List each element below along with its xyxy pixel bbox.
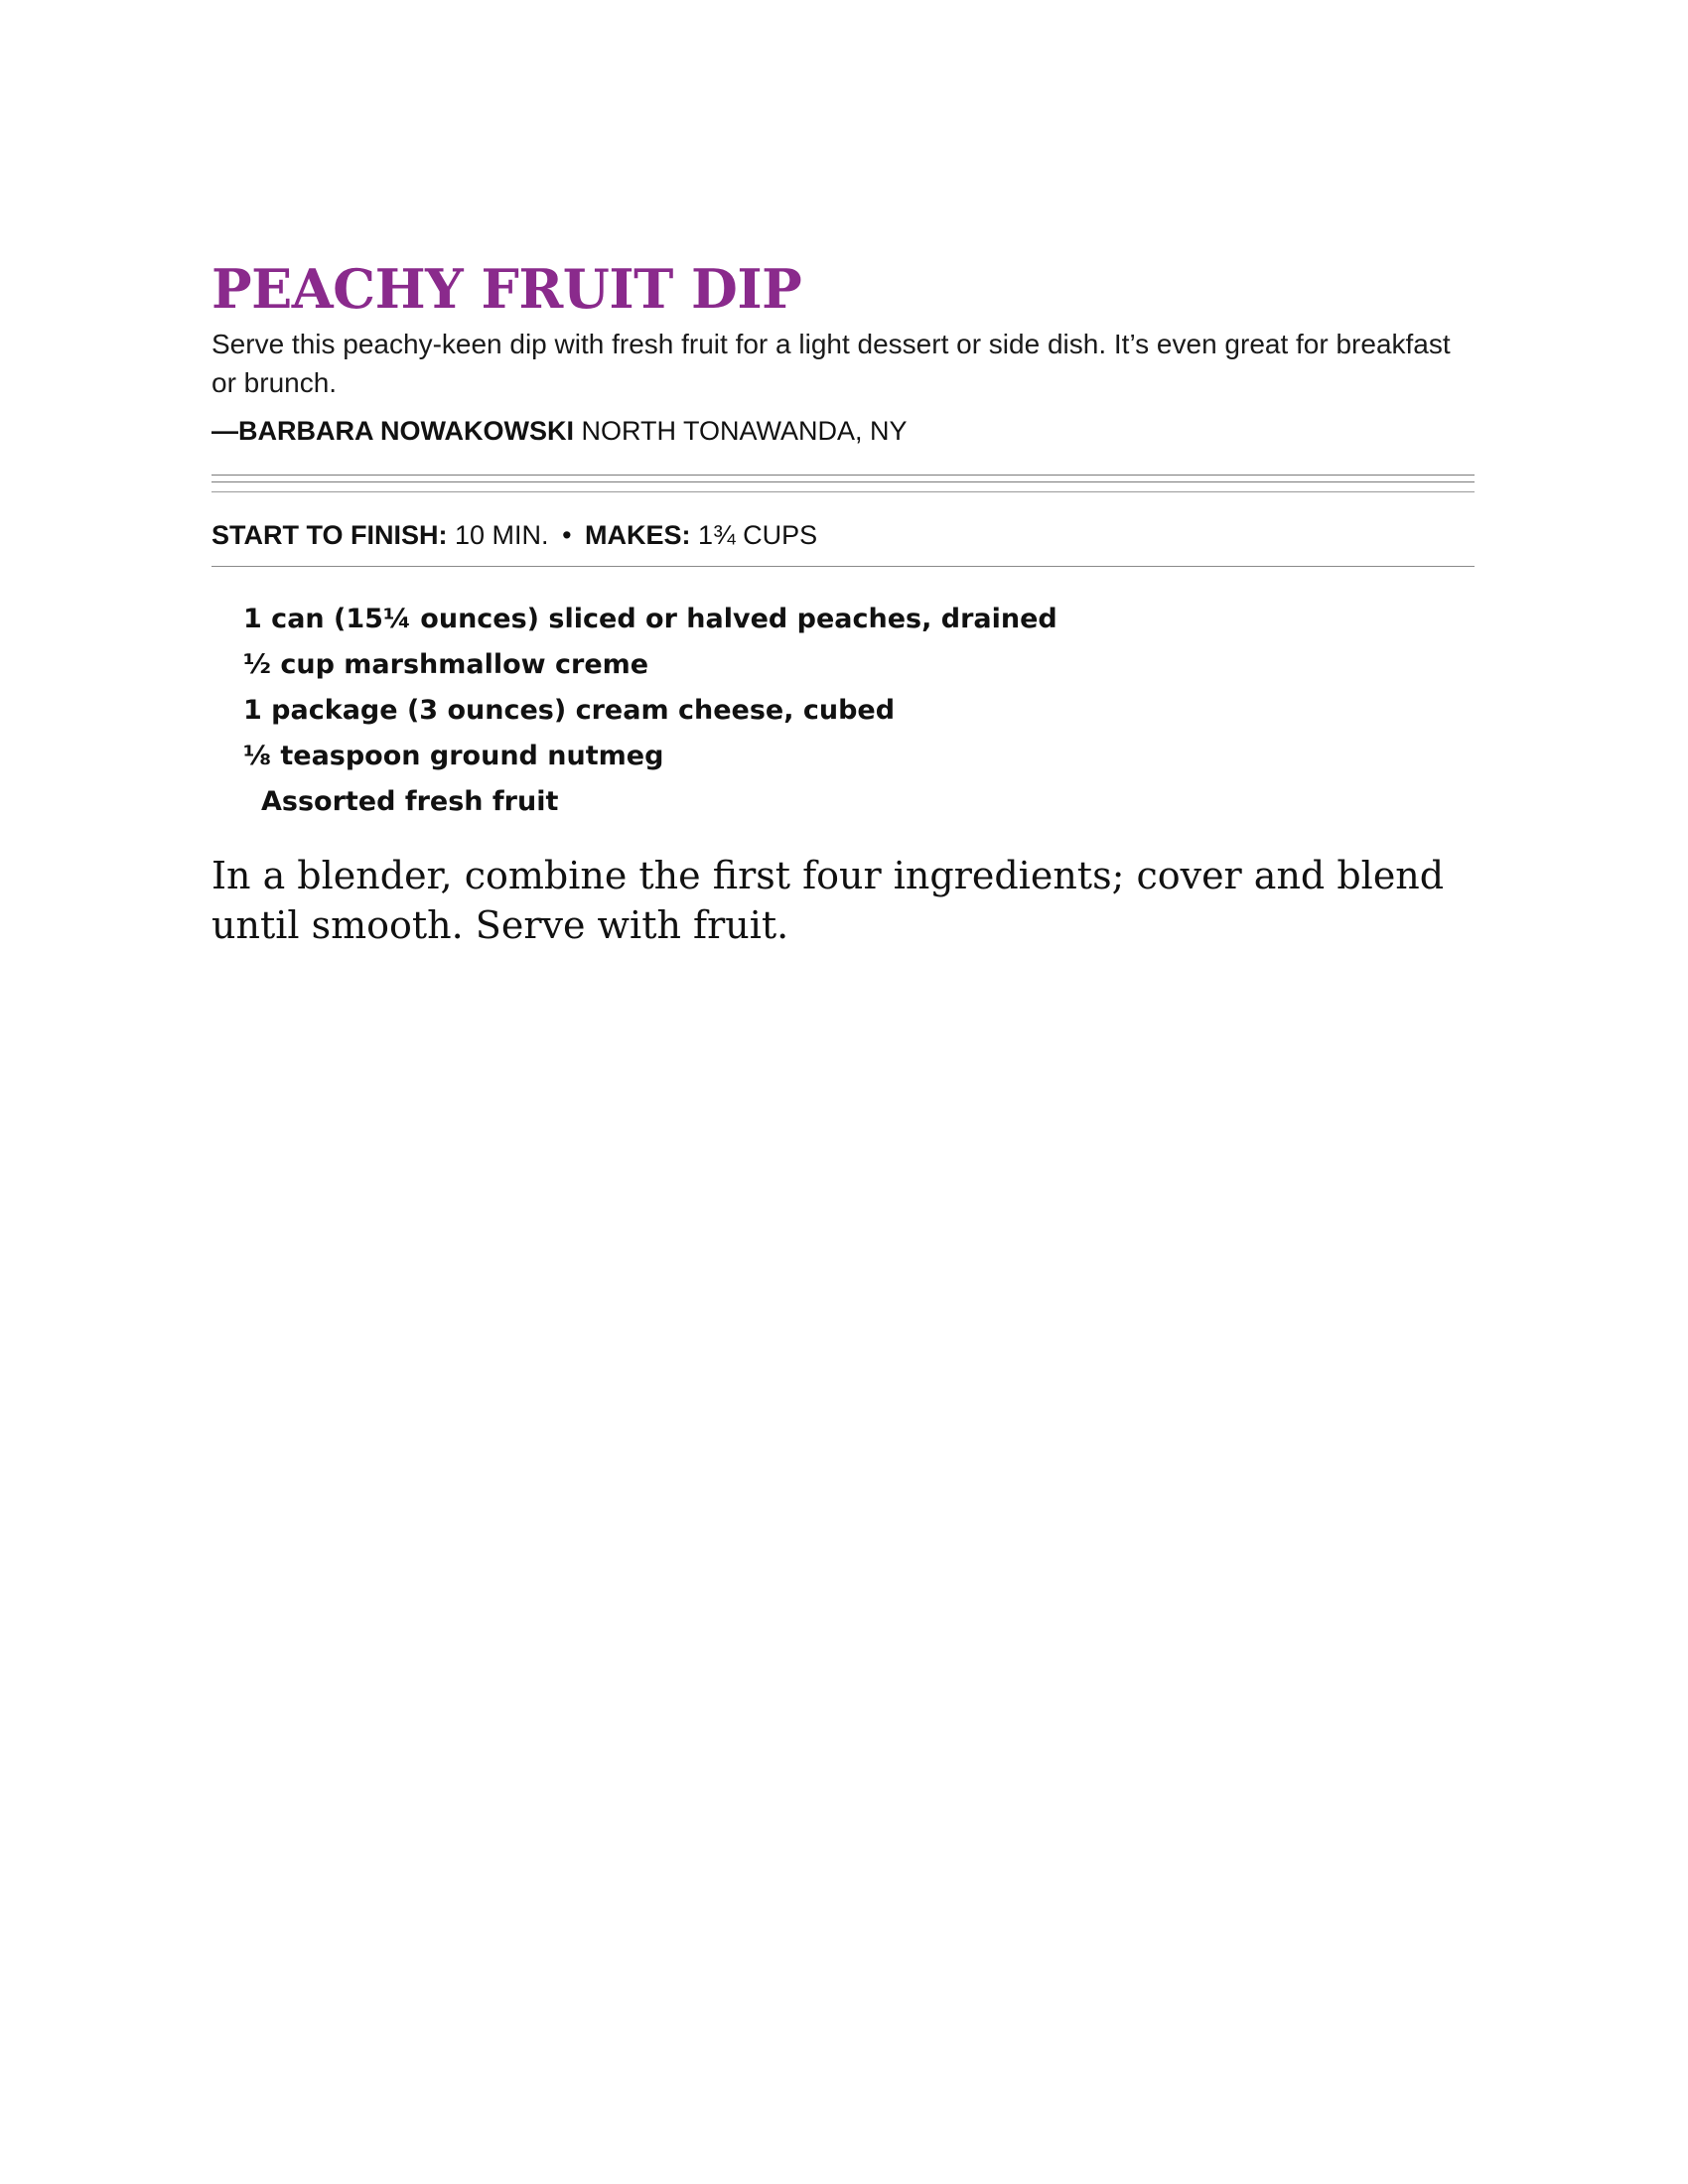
header-divider	[211, 475, 1475, 496]
bullet-separator: •	[562, 520, 572, 551]
divider-line	[211, 475, 1475, 476]
author-location: NORTH TONAWANDA, NY	[581, 416, 908, 447]
makes-value: 1¾ CUPS	[698, 520, 818, 551]
author-name: —BARBARA NOWAKOWSKI	[211, 416, 574, 447]
ingredient-list	[243, 597, 1475, 825]
divider-line	[211, 481, 1475, 482]
ingredient-item: ⅛ teaspoon ground nutmeg	[243, 740, 664, 771]
recipe-title: PEACHY FRUIT DIP	[211, 257, 802, 321]
recipe-intro: Serve this peachy-keen dip with fresh fruit for a light dessert or side dish. It’s even great for breakfast or brunch.	[211, 329, 1451, 399]
start-to-finish-label: START TO FINISH:	[211, 520, 448, 551]
recipe-meta	[211, 518, 1475, 553]
ingredient-item: 1 package (3 ounces) cream cheese, cubed	[243, 694, 896, 726]
recipe-page	[211, 257, 1475, 950]
ingredient-item: Assorted fresh fruit	[261, 785, 559, 817]
makes-label: MAKES:	[585, 520, 691, 551]
recipe-byline	[211, 414, 1475, 449]
start-to-finish-value: 10 MIN.	[455, 520, 549, 551]
divider-line	[211, 491, 1475, 492]
ingredient-item: ½ cup marshmallow creme	[243, 648, 649, 680]
meta-divider	[211, 566, 1475, 567]
ingredient-item: 1 can (15¼ ounces) sliced or halved peaches, drained	[243, 603, 1057, 634]
recipe-directions: In a blender, combine the first four ingredients; cover and blend until smooth. Serve with fruit.	[211, 853, 1445, 947]
